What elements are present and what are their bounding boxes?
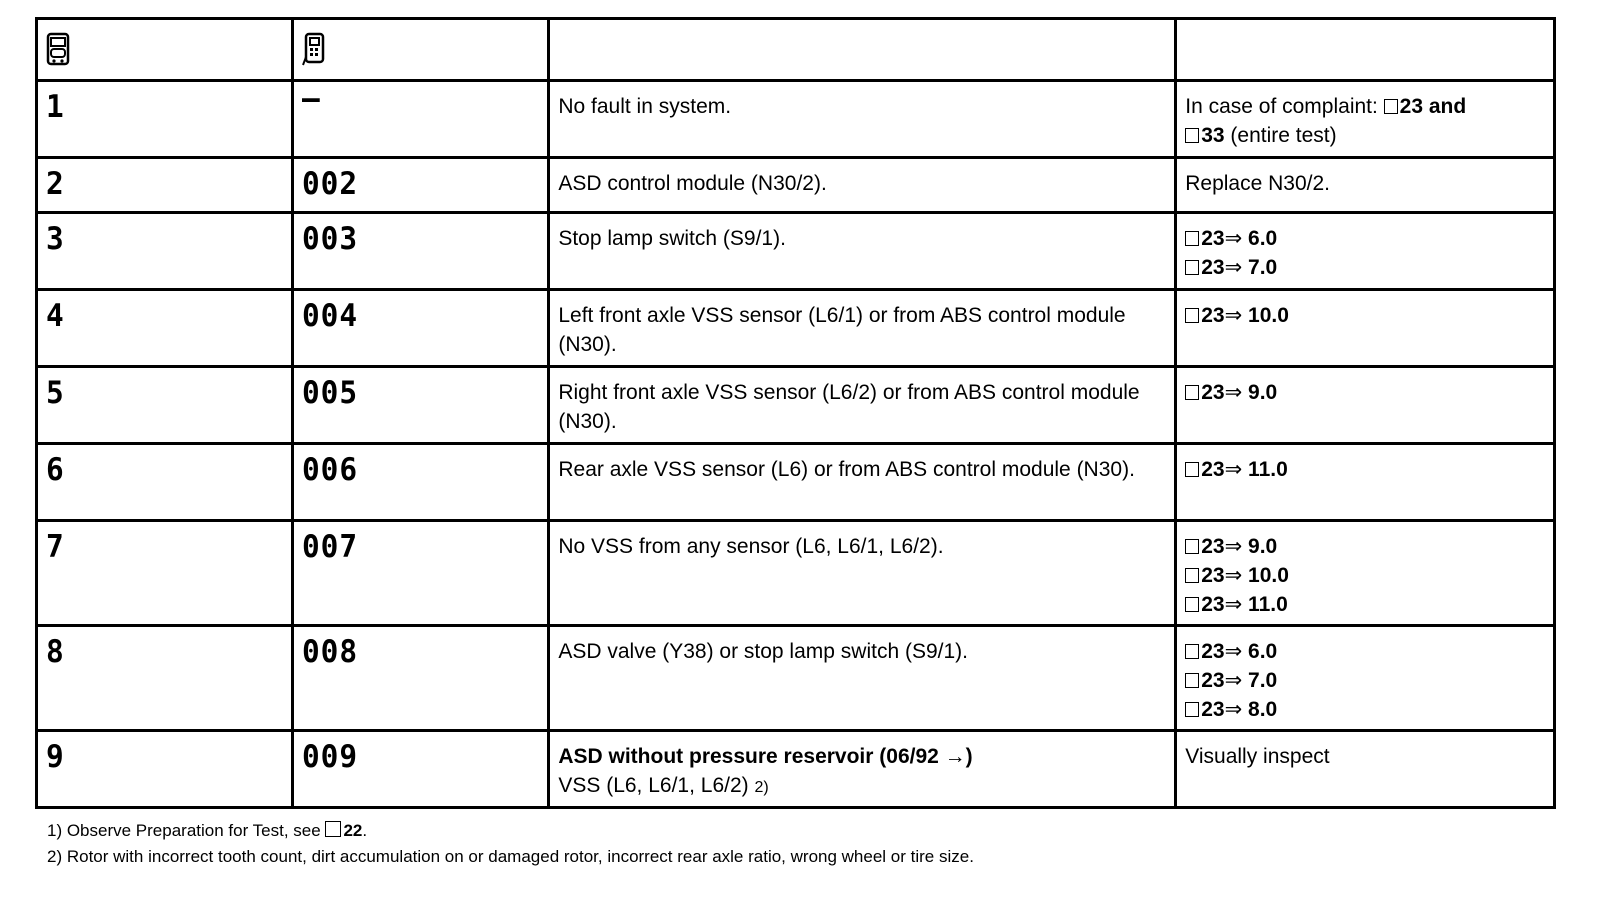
reference-box-icon xyxy=(1185,568,1199,583)
footnote-marker: 2) xyxy=(754,779,769,796)
tester-code: 003 xyxy=(302,221,359,257)
module-code-cell xyxy=(37,81,293,158)
remedy-cell xyxy=(1176,626,1555,731)
module-code: 8 xyxy=(46,634,65,670)
module-code-cell xyxy=(37,731,293,808)
module-code-cell xyxy=(37,213,293,290)
reference-line: 23⇒ 7.0 xyxy=(1185,253,1543,282)
fault-description: No fault in system. xyxy=(549,81,1176,158)
reference-box-icon xyxy=(1185,308,1199,323)
fault-description: Right front axle VSS sensor (L6/2) or from ABS control module (N30). xyxy=(549,367,1176,444)
reference-line: 23⇒ 9.0 xyxy=(1185,378,1543,407)
remedy-text: In case of complaint: xyxy=(1185,95,1384,118)
control-module-icon xyxy=(46,32,70,66)
module-code: 1 xyxy=(46,89,65,125)
reference-number: 23 and xyxy=(1399,95,1467,118)
fault-description-cell xyxy=(549,731,1176,808)
tester-code: 006 xyxy=(302,452,359,488)
tester-code-cell xyxy=(293,158,549,213)
table-row xyxy=(37,444,1555,521)
fault-description: ASD valve (Y38) or stop lamp switch (S9/1). xyxy=(549,626,1176,731)
footnotes xyxy=(47,818,974,870)
reference-box-icon xyxy=(1185,702,1199,717)
module-code-cell xyxy=(37,444,293,521)
module-code-cell xyxy=(37,367,293,444)
reference-box-icon xyxy=(1185,539,1199,554)
fault-code-table xyxy=(35,17,1556,809)
fault-description: Stop lamp switch (S9/1). xyxy=(549,213,1176,290)
remedy-text: (entire test) xyxy=(1224,124,1337,147)
tester-code-cell xyxy=(293,731,549,808)
reference-box-icon xyxy=(1185,673,1199,688)
module-code: 5 xyxy=(46,375,65,411)
table-row xyxy=(37,731,1555,808)
reference-box-icon xyxy=(1384,99,1398,114)
remedy-cell xyxy=(1176,444,1555,521)
table-row xyxy=(37,521,1555,626)
module-code: 4 xyxy=(46,298,65,334)
module-code: 6 xyxy=(46,452,65,488)
module-code-cell xyxy=(37,290,293,367)
tester-code-cell xyxy=(293,81,549,158)
reference-number: 33 xyxy=(1201,124,1225,147)
reference-box-icon xyxy=(1185,260,1199,275)
tester-code-cell xyxy=(293,213,549,290)
tester-code-cell xyxy=(293,626,549,731)
table-row xyxy=(37,290,1555,367)
fault-heading: ASD without pressure reservoir (06/92 →) xyxy=(558,745,973,768)
module-code-cell xyxy=(37,521,293,626)
tester-code-cell xyxy=(293,521,549,626)
module-code: 3 xyxy=(46,221,65,257)
reference-box-icon xyxy=(1185,462,1199,477)
tester-code: 004 xyxy=(302,298,359,334)
table-row xyxy=(37,367,1555,444)
table-header-row xyxy=(37,19,1555,81)
module-code: 7 xyxy=(46,529,65,565)
remedy-text: Replace N30/2. xyxy=(1176,158,1555,213)
header-cell-tester xyxy=(293,19,549,81)
header-cell-fault xyxy=(549,19,1176,81)
reference-box-icon xyxy=(1185,644,1199,659)
fault-description: Rear axle VSS sensor (L6) or from ABS control module (N30). xyxy=(549,444,1176,521)
reference-box-icon xyxy=(1185,128,1199,143)
reference-line: 23⇒ 9.0 xyxy=(1185,532,1543,561)
remedy-text: Visually inspect xyxy=(1176,731,1555,808)
tester-code: – xyxy=(302,81,321,117)
module-code-cell xyxy=(37,158,293,213)
table-row xyxy=(37,158,1555,213)
tester-code: 005 xyxy=(302,375,359,411)
header-cell-module xyxy=(37,19,293,81)
header-cell-action xyxy=(1176,19,1555,81)
reference-line: 23⇒ 11.0 xyxy=(1185,590,1543,619)
tester-code-cell xyxy=(293,444,549,521)
table-row xyxy=(37,81,1555,158)
tester-code: 007 xyxy=(302,529,359,565)
reference-box-icon xyxy=(1185,597,1199,612)
remedy-cell xyxy=(1176,213,1555,290)
tester-code: 009 xyxy=(302,739,359,775)
table-row xyxy=(37,626,1555,731)
reference-box-icon xyxy=(1185,385,1199,400)
fault-note: VSS (L6, L6/1, L6/2) xyxy=(558,774,755,797)
tester-code-cell xyxy=(293,290,549,367)
remedy-cell xyxy=(1176,521,1555,626)
fault-description: No VSS from any sensor (L6, L6/1, L6/2). xyxy=(549,521,1176,626)
reference-line: 23⇒ 6.0 xyxy=(1185,224,1543,253)
module-code-cell xyxy=(37,626,293,731)
fault-note-line xyxy=(558,771,1164,802)
fault-description: ASD control module (N30/2). xyxy=(549,158,1176,213)
reference-line: 23⇒ 10.0 xyxy=(1185,301,1543,330)
remedy-cell xyxy=(1176,367,1555,444)
table-row xyxy=(37,213,1555,290)
tester-code: 002 xyxy=(302,166,359,202)
footnote-reference: 22 xyxy=(343,821,363,840)
reference-line: 23⇒ 6.0 xyxy=(1185,637,1543,666)
footnote-2: 2) Rotor with incorrect tooth count, dirt accumulation on or damaged rotor, incorrect rear axle ratio, wrong wheel or tire size. xyxy=(47,847,974,866)
remedy-cell xyxy=(1176,290,1555,367)
reference-line: 23⇒ 8.0 xyxy=(1185,695,1543,724)
reference-line: 23⇒ 10.0 xyxy=(1185,561,1543,590)
tester-device-icon xyxy=(302,32,326,66)
reference-line: 23⇒ 7.0 xyxy=(1185,666,1543,695)
module-code: 9 xyxy=(46,739,65,775)
reference-box-icon xyxy=(1185,231,1199,246)
tester-code: 008 xyxy=(302,634,359,670)
reference-line: 23⇒ 11.0 xyxy=(1185,455,1543,484)
tester-code-cell xyxy=(293,367,549,444)
fault-description: Left front axle VSS sensor (L6/1) or from ABS control module (N30). xyxy=(549,290,1176,367)
footnote-1: 1) Observe Preparation for Test, see 22. xyxy=(47,821,368,840)
remedy-cell xyxy=(1176,81,1555,158)
module-code: 2 xyxy=(46,166,65,202)
reference-box-icon xyxy=(325,821,341,837)
